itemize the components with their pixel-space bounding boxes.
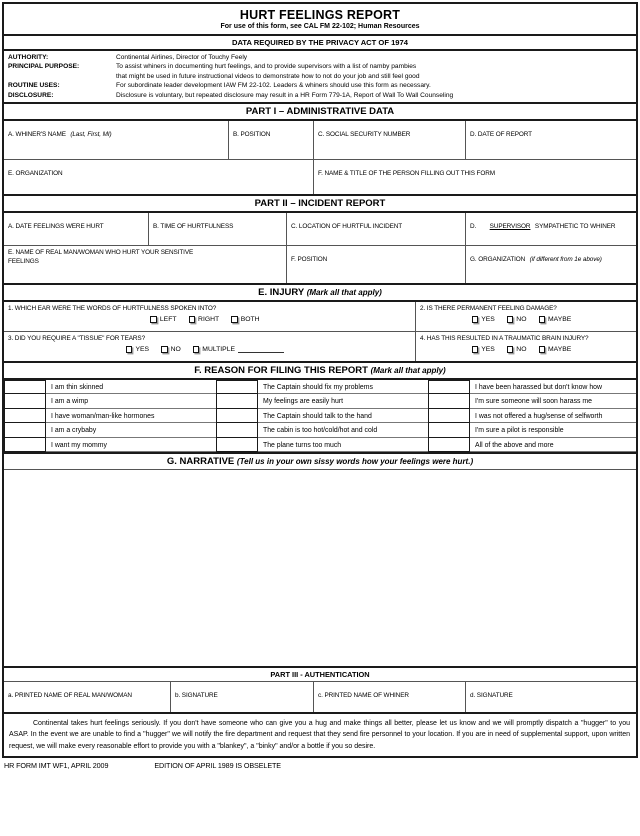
privacy-row-disclosure <box>4 91 636 100</box>
field-name-title-filler[interactable] <box>314 160 636 194</box>
closing-statement <box>4 714 636 756</box>
whiner-name-label: A. WHINER'S NAME <box>8 131 66 139</box>
reason-checkbox[interactable] <box>216 423 258 437</box>
checkbox-label: YES <box>481 316 495 324</box>
reason-label: The Captain should talk to the hand <box>258 409 428 423</box>
form-subtitle: For use of this form, see CAL FM 22-102; Human Resources <box>220 23 420 30</box>
reason-row <box>428 438 636 452</box>
injury-q1-label: 1. WHICH EAR WERE THE WORDS OF HURTFULNESS SPOKEN INTO? <box>8 305 217 313</box>
form-edition-note: EDITION OF APRIL 1989 IS OBSELETE <box>154 761 281 771</box>
reason-row <box>216 438 428 452</box>
purpose-value: To assist whiners in documenting hurt feelings, and to provide supervisors with a list of namby pambies <box>116 63 417 71</box>
checkbox-icon[interactable] <box>189 316 196 323</box>
reason-checkbox[interactable] <box>216 438 258 452</box>
field-supervisor-sympathetic[interactable] <box>466 213 636 245</box>
reason-heading-note: (Mark all that apply) <box>370 366 446 376</box>
organization-label: E. ORGANIZATION <box>8 170 63 178</box>
injury-row-2 <box>4 332 636 363</box>
field-date-feelings-hurt[interactable] <box>4 213 149 245</box>
reason-checkbox[interactable] <box>428 394 470 408</box>
form-id: HR FORM IMT WF1, APRIL 2009 <box>4 761 109 771</box>
part3-row <box>4 682 636 714</box>
checkbox-icon[interactable] <box>126 346 133 353</box>
checkbox-icon[interactable] <box>231 316 238 323</box>
reason-checkbox[interactable] <box>4 394 46 408</box>
signature-real-man-woman-label: b. SIGNATURE <box>175 691 218 699</box>
injury-q2-label: 2. IS THERE PERMANENT FEELING DAMAGE? <box>420 305 557 313</box>
field-signature-whiner[interactable] <box>466 682 636 712</box>
reason-label: The plane turns too much <box>258 438 428 452</box>
authority-value: Continental Airlines, Director of Touchy Feely <box>116 54 248 61</box>
injury-q2-options <box>420 313 632 323</box>
privacy-row-purpose <box>4 62 636 71</box>
reason-label: The cabin is too hot/cold/hot and cold <box>258 423 428 437</box>
purpose-value-continued: that might be used in future instructional videos to demonstrate how to not do your job and still feel good <box>116 72 420 80</box>
injury-q3-options <box>8 343 411 353</box>
reason-row <box>4 380 216 394</box>
field-location-of-incident[interactable] <box>287 213 466 245</box>
checkbox-icon[interactable] <box>150 316 157 323</box>
supervisor-word: SUPERVISOR <box>489 223 531 231</box>
hurt-feelings-report-form <box>2 2 638 758</box>
reason-label: I was not offered a hug/sense of selfworth <box>470 409 636 423</box>
checkbox-icon[interactable] <box>161 346 168 353</box>
narrative-heading-note: (Tell us in your own sissy words how your feelings were hurt.) <box>236 456 474 466</box>
reason-row <box>216 394 428 408</box>
reason-row <box>428 409 636 423</box>
reason-row <box>428 423 636 437</box>
location-of-incident-label: C. LOCATION OF HURTFUL INCIDENT <box>291 223 403 231</box>
authority-label: AUTHORITY: <box>8 54 49 61</box>
injury-q4-options <box>420 343 632 353</box>
checkbox-option-left[interactable] <box>150 316 176 323</box>
reason-row <box>216 409 428 423</box>
field-organization[interactable] <box>4 160 314 194</box>
disclosure-value: Disclosure is voluntary, but repeated disclosure may result in a HR Form 779-1A, Report of Wall To Wall Counseling <box>116 91 454 99</box>
checkbox-label: YES <box>481 346 495 354</box>
reason-label: I have been harassed but don't know how <box>470 380 636 394</box>
field-time-of-hurtfulness[interactable] <box>149 213 287 245</box>
checkbox-label: YES <box>135 346 150 354</box>
form-title-block <box>4 4 636 36</box>
checkbox-option-maybe[interactable] <box>539 316 572 323</box>
reason-row <box>4 409 216 423</box>
narrative-heading-text: G. NARRATIVE <box>166 455 235 467</box>
checkbox-label: MAYBE <box>548 316 572 324</box>
injury-q3-label: 3. DID YOU REQUIRE A "TISSUE" FOR TEARS? <box>8 335 146 343</box>
narrative-heading <box>4 454 636 470</box>
printed-name-whiner-label: c. PRINTED NAME OF WHINER <box>318 691 409 699</box>
reason-label: I have woman/man-like hormones <box>46 409 216 423</box>
supervisor-rest: SYMPATHETIC TO WHINER <box>534 223 616 231</box>
closing-text: Continental takes hurt feelings seriously. If you don't have someone who can give you a hug and make things all better, please let us know and we will promptly dispatch a "hugger" to you ASAP. In the event we are unable to find a "hugger" we will notify the fire department and request that they send fire personnel to your location. If you are in need of supplemental support, upon written request, we will make every reasonable effort to provide you with a "blankey", a "binky" and/or a bottle if you so desire. <box>9 719 630 750</box>
reason-row <box>428 394 636 408</box>
purpose-label: PRINCIPAL PURPOSE: <box>8 63 80 71</box>
checkbox-option-multiple[interactable] <box>193 346 284 353</box>
part2-row-1 <box>4 213 636 246</box>
injury-question-4 <box>416 332 636 361</box>
disclosure-label: DISCLOSURE: <box>8 91 54 99</box>
reason-column-1 <box>4 380 216 452</box>
signature-whiner-label: d. SIGNATURE <box>470 691 513 699</box>
field-hurter-position[interactable] <box>287 246 466 283</box>
checkbox-option-right[interactable] <box>189 316 220 323</box>
checkbox-icon[interactable] <box>472 316 479 323</box>
field-printed-name-real-man-woman[interactable] <box>4 682 171 712</box>
reason-checkbox[interactable] <box>216 409 258 423</box>
field-ssn[interactable] <box>314 121 466 159</box>
reason-heading-text: F. REASON FOR FILING THIS REPORT <box>194 365 368 377</box>
injury-q1-options <box>8 313 411 323</box>
name-real-man-woman-label-line2: FEELINGS <box>8 258 39 266</box>
injury-question-2 <box>416 302 636 331</box>
reason-row <box>4 394 216 408</box>
part2-heading: PART II – INCIDENT REPORT <box>4 196 636 213</box>
checkbox-option-no[interactable] <box>507 316 527 323</box>
checkbox-option-yes[interactable] <box>126 346 149 353</box>
name-real-man-woman-label-line1: E. NAME OF REAL MAN/WOMAN WHO HURT YOUR SENSITIVE <box>8 249 194 257</box>
reason-checkbox[interactable] <box>428 409 470 423</box>
checkbox-label: NO <box>516 316 527 324</box>
checkbox-option-no[interactable] <box>507 346 527 353</box>
reason-label: I am thin skinned <box>46 380 216 394</box>
checkbox-label: MULTIPLE <box>202 346 236 354</box>
part1-heading: PART I – ADMINISTRATIVE DATA <box>4 104 636 121</box>
part2-row-2 <box>4 246 636 285</box>
supervisor-letter: D. <box>470 223 477 231</box>
checkbox-option-yes[interactable] <box>472 346 495 353</box>
checkbox-option-yes[interactable] <box>472 316 495 323</box>
form-footer <box>0 758 640 770</box>
reason-row <box>216 380 428 394</box>
ssn-label: C. SOCIAL SECURITY NUMBER <box>318 131 411 139</box>
checkbox-option-no[interactable] <box>161 346 181 353</box>
hurter-organization-note: (if different from 1e above) <box>529 256 602 264</box>
checkbox-label: RIGHT <box>198 316 220 324</box>
reason-heading <box>4 363 636 380</box>
time-of-hurtfulness-label: B. TIME OF HURTFULNESS <box>153 223 234 231</box>
checkbox-icon[interactable] <box>472 346 479 353</box>
privacy-act-band: DATA REQUIRED BY THE PRIVACY ACT OF 1974 <box>4 36 636 51</box>
position-label: B. POSITION <box>233 131 271 139</box>
reason-label: I'm sure a pilot is responsible <box>470 423 636 437</box>
checkbox-option-maybe[interactable] <box>539 346 572 353</box>
part1-row-2 <box>4 160 636 196</box>
checkbox-label: BOTH <box>240 316 260 324</box>
field-date-of-report[interactable] <box>466 121 636 159</box>
reason-row <box>4 438 216 452</box>
reason-label: All of the above and more <box>470 438 636 452</box>
privacy-row-routine <box>4 81 636 90</box>
part3-heading: PART III - AUTHENTICATION <box>4 668 636 682</box>
name-title-filler-label: F. NAME & TITLE OF THE PERSON FILLING OUT THIS FORM <box>318 170 495 178</box>
checkbox-option-both[interactable] <box>231 316 259 323</box>
narrative-textarea[interactable] <box>4 470 636 668</box>
checkbox-icon[interactable] <box>507 316 514 323</box>
reason-row <box>216 423 428 437</box>
checkbox-icon[interactable] <box>193 346 200 353</box>
reason-checkbox[interactable] <box>428 380 470 394</box>
checkbox-label: LEFT <box>159 316 177 324</box>
reason-column-3 <box>428 380 636 452</box>
injury-q4-label: 4. HAS THIS RESULTED IN A TRAUMATIC BRAIN INJURY? <box>420 335 589 343</box>
reason-label: I want my mommy <box>46 438 216 452</box>
injury-heading-text: E. INJURY <box>258 287 305 299</box>
reason-row <box>428 380 636 394</box>
reason-checkbox[interactable] <box>4 438 46 452</box>
reason-checkbox[interactable] <box>216 380 258 394</box>
checkbox-icon[interactable] <box>539 316 546 323</box>
reason-checkbox[interactable] <box>4 380 46 394</box>
checkbox-label: NO <box>516 346 527 354</box>
field-hurter-organization[interactable] <box>466 246 636 283</box>
part1-row-1 <box>4 121 636 160</box>
whiner-name-note: (Last, First, MI) <box>70 131 112 139</box>
multiple-count-input[interactable] <box>238 346 284 353</box>
reason-table <box>4 380 636 454</box>
injury-heading-note: (Mark all that apply) <box>306 288 382 298</box>
injury-heading <box>4 285 636 302</box>
privacy-row-authority <box>4 53 636 62</box>
field-signature-real-man-woman[interactable] <box>171 682 314 712</box>
reason-checkbox[interactable] <box>4 409 46 423</box>
reason-label: I am a wimp <box>46 394 216 408</box>
reason-row <box>4 423 216 437</box>
date-of-report-label: D. DATE OF REPORT <box>470 131 532 139</box>
checkbox-icon[interactable] <box>507 346 514 353</box>
reason-label: The Captain should fix my problems <box>258 380 428 394</box>
hurter-position-label: F. POSITION <box>291 256 328 264</box>
reason-label: I am a crybaby <box>46 423 216 437</box>
printed-name-real-man-woman-label: a. PRINTED NAME OF REAL MAN/WOMAN <box>8 691 132 699</box>
routine-label: ROUTINE USES: <box>8 82 60 90</box>
date-feelings-hurt-label: A. DATE FEELINGS WERE HURT <box>8 223 104 231</box>
reason-checkbox[interactable] <box>4 423 46 437</box>
reason-column-2 <box>216 380 428 452</box>
injury-question-1 <box>4 302 416 331</box>
injury-question-3 <box>4 332 416 361</box>
reason-checkbox[interactable] <box>428 438 470 452</box>
reason-checkbox[interactable] <box>428 423 470 437</box>
form-title: HURT FEELINGS REPORT <box>239 8 401 22</box>
hurter-organization-label: G. ORGANIZATION <box>470 256 526 264</box>
reason-checkbox[interactable] <box>216 394 258 408</box>
checkbox-label: MAYBE <box>548 346 572 354</box>
field-whiner-name[interactable] <box>4 121 229 159</box>
field-position[interactable] <box>229 121 314 159</box>
checkbox-label: NO <box>170 346 181 354</box>
checkbox-icon[interactable] <box>539 346 546 353</box>
reason-label: I'm sure someone will soon harass me <box>470 394 636 408</box>
routine-value: For subordinate leader development IAW FM 22-102. Leaders & whiners should use this form as necessary. <box>116 82 431 90</box>
field-printed-name-whiner[interactable] <box>314 682 466 712</box>
injury-row-1 <box>4 302 636 332</box>
field-name-real-man-woman[interactable] <box>4 246 287 283</box>
reason-label: My feelings are easily hurt <box>258 394 428 408</box>
privacy-act-details <box>4 51 636 104</box>
